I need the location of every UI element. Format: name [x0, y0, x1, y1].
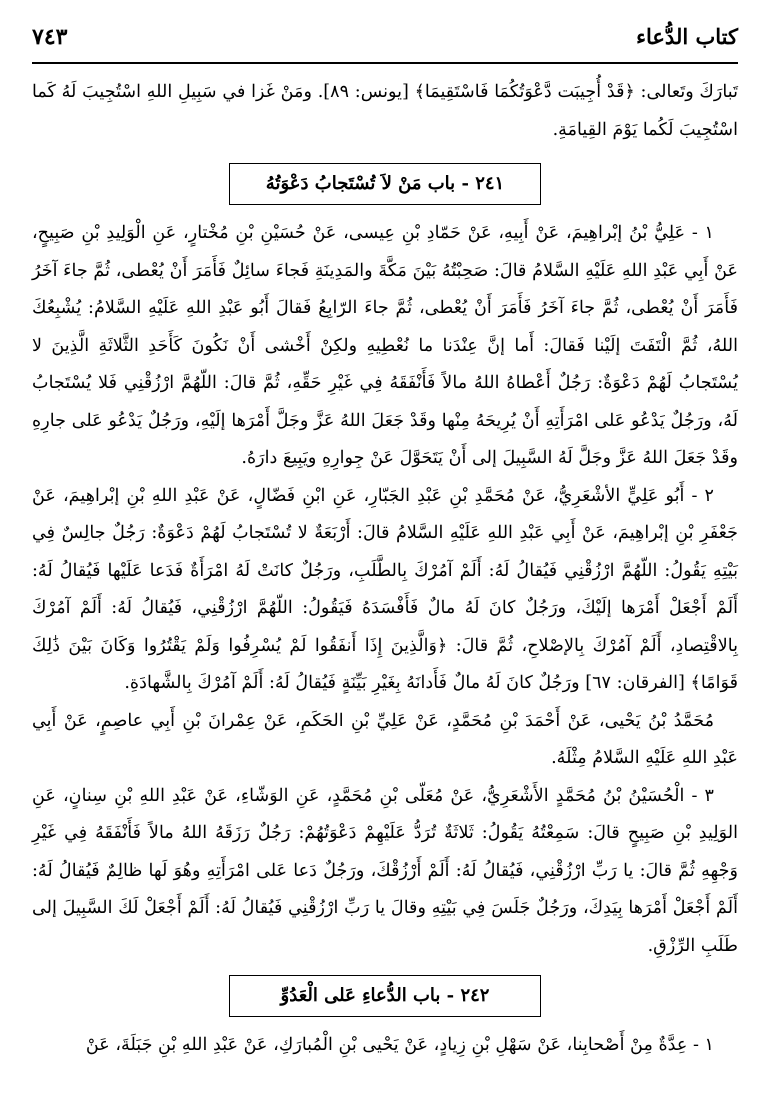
chapter-242-heading: ٢٤٢ - باب الدُّعاءِ عَلى الْعَدُوِّ: [229, 975, 541, 1017]
page-body: [32, 74, 738, 1065]
intro-paragraph: تَبارَكَ وتَعالى: ﴿قَدْ أُجِيبَت دَّعْوَتُكُمَا فَاسْتَقِيمَا﴾ [يونس: ٨٩]. ومَنْ غَزا في سَبِيلِ اللهِ اسْتُجِيبَ لَهُ كَما اسْتُجِيبَ لَكُما يَوْمَ القِيامَةِ.: [32, 82, 738, 140]
chapter-241-heading: ٢٤١ - باب مَنْ لاَ تُسْتَجابُ دَعْوَتُهُ: [229, 163, 541, 205]
page-number: ٧٤٣: [32, 24, 68, 50]
running-title: كتاب الدُّعاء: [636, 24, 738, 49]
hadith-2: ٢ - أَبُو عَلِيٍّ الأشْعَرِيُّ، عَنْ مُحَمَّدِ بْنِ عَبْدِ الجَبّارِ، عَنِ ابْنِ فَضّالٍ، عَنْ عَبْدِ اللهِ بْنِ إبْراهِيمَ، عَنْ جَعْفَرِ بْنِ إبْراهِيمَ، عَنْ أَبِي عَبْدِ اللهِ عَلَيْهِ السَّلامُ قالَ: أَرْبَعَةٌ لا تُسْتَجابُ لَهُمْ دَعْوَةٌ: رَجُلٌ جالِسٌ فِي بَيْتِهِ يَقُولُ: اللّهُمَّ ارْزُقْنِي فَيُقالُ لَهُ: أَلَمْ آمُرْكَ بِالطَّلَبِ، ورَجُلٌ كانَتْ لَهُ امْرَأَةٌ فَدَعا عَلَيْها فَيُقالُ لَهُ: أَلَمْ أَجْعَلْ أَمْرَها إلَيْكَ، ورَجُلٌ كانَ لَهُ مالٌ فَأَفْسَدَهُ فَيَقُولُ: اللّهُمَّ ارْزُقْنِي، فَيُقالُ لَهُ: أَلَمْ آمُرْكَ بِالاقْتِصادِ، أَلَمْ آمُرْكَ بِالإصْلاحِ، ثُمَّ قالَ: ﴿وَالَّذِينَ إِذَا أَنفَقُوا لَمْ يُسْرِفُوا وَلَمْ يَقْتُرُوا وَكَانَ بَيْنَ ذَٰلِكَ قَوَامًا﴾ [الفرقان: ٦٧] ورَجُلٌ كانَ لَهُ مالٌ فَأَدانَهُ بِغَيْرِ بَيِّنَةٍ فَيُقالُ لَهُ: أَلَمْ آمُرْكَ بِالشَّهادَةِ.: [32, 485, 738, 693]
page-header: [32, 22, 738, 64]
hadith-4-start: ١ - عِدَّةٌ مِنْ أَصْحابِنا، عَنْ سَهْلِ بْنِ زِيادٍ، عَنْ يَحْيى بْنِ الْمُبارَكِ، عَنْ عَبْدِ اللهِ بْنِ جَبَلَةَ، عَنْ: [85, 1035, 714, 1055]
hadith-3: ٣ - الْحُسَيْنُ بْنُ مُحَمَّدٍ الأَشْعَرِيُّ، عَنْ مُعَلّى بْنِ مُحَمَّدٍ، عَنِ الوَشّاءِ، عَنْ عَبْدِ اللهِ بْنِ سِنانٍ، عَنِ الوَلِيدِ بْنِ صَبِيحٍ قالَ: سَمِعْتُهُ يَقُولُ: ثَلاثَةٌ تُرَدُّ عَلَيْهِمْ دَعْوَتُهُمْ: رَجُلٌ رَزَقَهُ اللهُ مالاً فَأَنْفَقَهُ فِي غَيْرِ وَجْهِهِ ثُمَّ قالَ: يا رَبِّ ارْزُقْنِي، فَيُقالُ لَهُ: أَلَمْ أَرْزُقْكَ، ورَجُلٌ دَعا عَلى امْرَأَتِهِ وهُوَ لَها ظالِمٌ فَيُقالُ لَهُ: أَلَمْ أَجْعَلْ أَمْرَها بِيَدِكَ، ورَجُلٌ جَلَسَ فِي بَيْتِهِ وقالَ يا رَبِّ ارْزُقْنِي فَيُقالُ لَهُ: أَلَمْ أَجْعَلْ لَكَ السَّبِيلَ إلى طَلَبِ الرِّزْقِ.: [32, 785, 738, 956]
hadith-1: ١ - عَلِيُّ بْنُ إبْراهِيمَ، عَنْ أَبِيهِ، عَنْ حَمّادِ بْنِ عِيسى، عَنْ حُسَيْنِ بْنِ مُخْتارٍ، عَنِ الْوَلِيدِ بْنِ صَبِيحٍ، عَنْ أَبِي عَبْدِ اللهِ عَلَيْهِ السَّلامُ قالَ: صَحِبْتُهُ بَيْنَ مَكَّةَ والمَدِينَةِ فَجاءَ سائِلٌ فَأَمَرَ أَنْ يُعْطى، ثُمَّ جاءَ آخَرُ فَأَمَرَ أَنْ يُعْطى، ثُمَّ جاءَ آخَرُ فَأَمَرَ أَنْ يُعْطى، ثُمَّ جاءَ الرّابِعُ فَقالَ أَبُو عَبْدِ اللهِ عَلَيْهِ السَّلامُ: يُشْبِعُكَ اللهُ، ثُمَّ الْتَفَتَ إلَيْنا فَقالَ: أَما إنَّ عِنْدَنا ما نُعْطِيهِ ولكِنْ أَخْشى أَنْ نَكُونَ كَأَحَدِ الثَّلاثَةِ الَّذِينَ لا يُسْتَجابُ لَهُمْ دَعْوَةٌ: رَجُلٌ أَعْطاهُ اللهُ مالاً فَأَنْفَقَهُ فِي غَيْرِ حَقِّهِ، ثُمَّ قالَ: اللّهُمَّ ارْزُقْنِي فَلا يُسْتَجابُ لَهُ، ورَجُلٌ يَدْعُو عَلى امْرَأَتِهِ أَنْ يُرِيحَهُ مِنْها وقَدْ جَعَلَ اللهُ عَزَّ وجَلَّ أَمْرَها إلَيْهِ، ورَجُلٌ يَدْعُو عَلى جارِهِ وقَدْ جَعَلَ اللهُ عَزَّ وجَلَّ لَهُ السَّبِيلَ إلى أَنْ يَتَحَوَّلَ عَنْ جِوارِهِ ويَبِيعَ دارَهُ.: [32, 223, 739, 468]
hadith-2-chain: مُحَمَّدُ بْنُ يَحْيى، عَنْ أَحْمَدَ بْنِ مُحَمَّدٍ، عَنْ عَلِيِّ بْنِ الحَكَمِ، عَنْ عِمْرانَ بْنِ أَبِي عاصِمٍ، عَنْ أَبِي عَبْدِ اللهِ عَلَيْهِ السَّلامُ مِثْلَهُ.: [32, 710, 738, 768]
